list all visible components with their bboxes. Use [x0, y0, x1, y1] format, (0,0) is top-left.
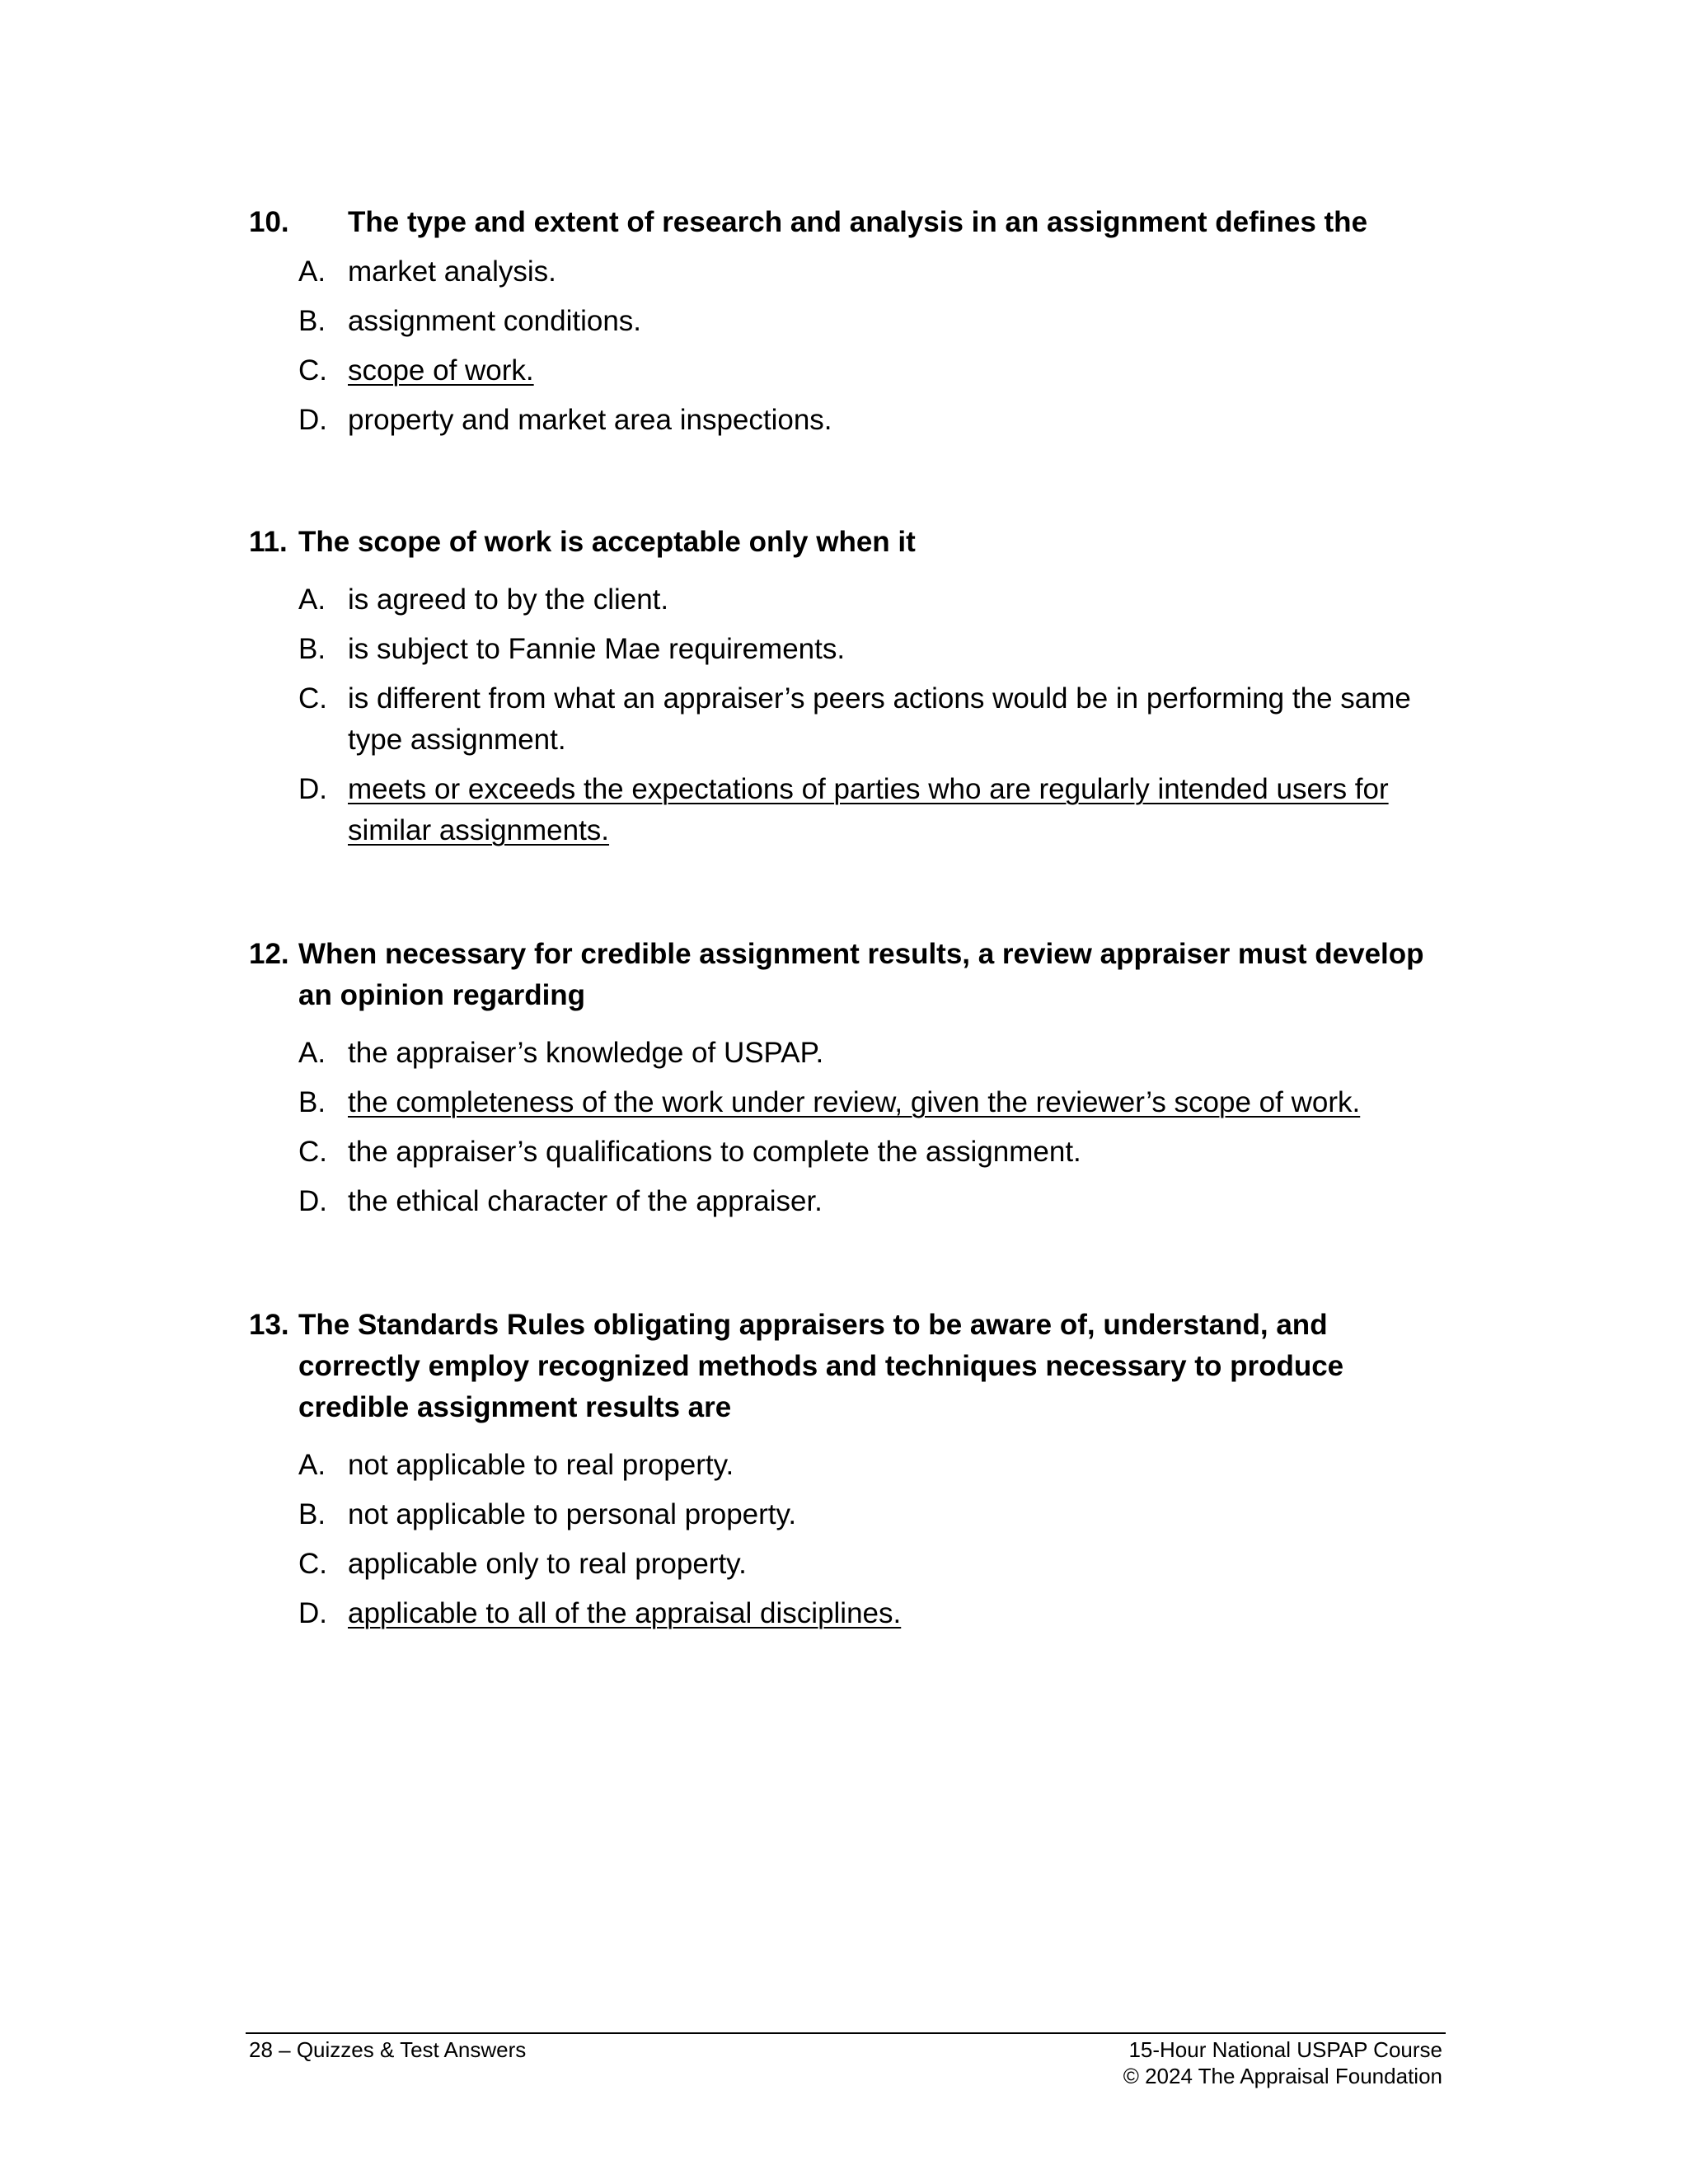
question-text: The scope of work is acceptable only when it	[298, 526, 916, 558]
answer-option	[298, 1033, 1452, 1074]
option-letter: C.	[298, 682, 327, 715]
option-letter: D.	[298, 1597, 327, 1629]
option-letter: A.	[298, 255, 326, 288]
option-letter: D.	[298, 1185, 327, 1217]
question-number: 11.	[249, 526, 288, 558]
option-text: the appraiser’s qualifications to complete the assignment.	[348, 1136, 1081, 1168]
question-10	[249, 202, 1452, 441]
answer-option	[298, 579, 1452, 621]
option-letter: D.	[298, 404, 327, 436]
question-number: 13.	[249, 1309, 289, 1341]
question-text: When necessary for credible assignment results, a review appraiser must develop an opinion regarding	[298, 938, 1424, 1011]
answer-option	[298, 400, 1452, 441]
answer-option	[298, 1445, 1452, 1486]
option-text: is agreed to by the client.	[348, 583, 669, 616]
footer-page-label: 28 – Quizzes & Test Answers	[249, 2037, 527, 2062]
answer-option-correct	[298, 1593, 1452, 1634]
answer-option-correct	[298, 350, 1452, 391]
correct-answer-text: the completeness of the work under review, given the reviewer’s scope of work.	[348, 1086, 1361, 1118]
answer-option	[298, 678, 1452, 761]
option-letter: B.	[298, 633, 326, 665]
answer-option-correct	[298, 769, 1452, 851]
answer-option-correct	[298, 1082, 1452, 1123]
option-letter: A.	[298, 1449, 326, 1481]
option-text: property and market area inspections.	[348, 404, 832, 436]
option-text: not applicable to personal property.	[348, 1498, 797, 1530]
option-text: the appraiser’s knowledge of USPAP.	[348, 1037, 824, 1069]
option-letter: C.	[298, 1548, 327, 1580]
answer-option	[298, 251, 1452, 293]
footer-copyright: © 2024 The Appraisal Foundation	[1123, 2064, 1442, 2088]
question-number: 12.	[249, 938, 289, 970]
answer-options	[249, 579, 1452, 851]
answer-option	[298, 1132, 1452, 1173]
option-letter: A.	[298, 1037, 326, 1069]
option-text: assignment conditions.	[348, 305, 642, 337]
answer-options	[249, 251, 1452, 441]
footer-divider	[246, 2032, 1446, 2034]
answer-option	[298, 1181, 1452, 1222]
answer-option	[298, 629, 1452, 670]
option-text: not applicable to real property.	[348, 1449, 734, 1481]
footer-course-title: 15-Hour National USPAP Course	[1128, 2037, 1442, 2062]
question-stem	[249, 1305, 1452, 1428]
option-text: applicable only to real property.	[348, 1548, 747, 1580]
answer-option	[298, 1544, 1452, 1585]
answer-option	[298, 1494, 1452, 1535]
option-letter: B.	[298, 305, 326, 337]
footer-course-info	[1123, 2036, 1442, 2089]
question-stem	[249, 202, 1452, 243]
option-letter: C.	[298, 354, 327, 387]
answer-options	[249, 1445, 1452, 1634]
option-letter: C.	[298, 1136, 327, 1168]
option-letter: B.	[298, 1498, 326, 1530]
question-text: The Standards Rules obligating appraisers to be aware of, understand, and correctly employ recognized methods and techniques necessary to produce credible assignment results are	[298, 1309, 1344, 1423]
question-13	[249, 1305, 1452, 1634]
correct-answer-text: meets or exceeds the expectations of parties who are regularly intended users for similar assignments.	[348, 773, 1389, 846]
correct-answer-text: applicable to all of the appraisal disciplines.	[348, 1597, 902, 1629]
option-letter: D.	[298, 773, 327, 805]
question-11	[249, 522, 1452, 851]
option-text: is subject to Fannie Mae requirements.	[348, 633, 846, 665]
option-text: the ethical character of the appraiser.	[348, 1185, 823, 1217]
question-text: The type and extent of research and analysis in an assignment defines the	[348, 206, 1368, 238]
answer-options	[249, 1033, 1452, 1222]
question-stem	[249, 522, 1452, 563]
correct-answer-text: scope of work.	[348, 354, 534, 387]
option-letter: B.	[298, 1086, 326, 1118]
question-12	[249, 934, 1452, 1222]
answer-option	[298, 301, 1452, 342]
option-letter: A.	[298, 583, 326, 616]
option-text: is different from what an appraiser’s peers actions would be in performing the same type assignment.	[348, 682, 1411, 756]
question-number: 10.	[249, 206, 289, 238]
question-stem	[249, 934, 1452, 1016]
option-text: market analysis.	[348, 255, 556, 288]
